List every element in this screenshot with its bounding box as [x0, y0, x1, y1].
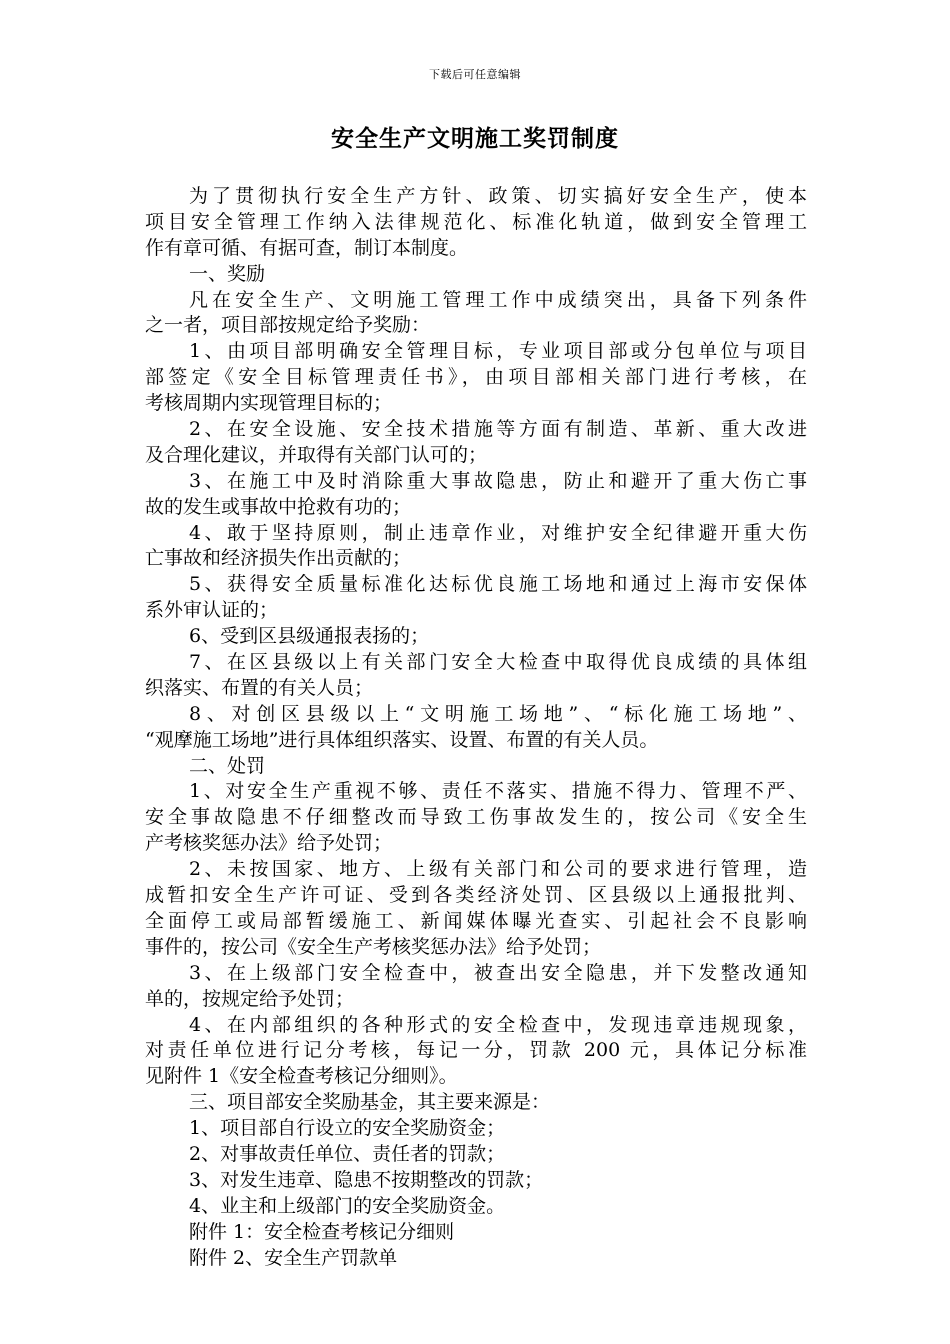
download-note-header: 下载后可任意编辑: [429, 68, 521, 81]
penalty-item-2-line-2: 成暂扣安全生产许可证、受到各类经济处罚、区县级以上通报批判、: [145, 884, 807, 907]
reward-item-5-line-2: 系外审认证的；: [145, 599, 279, 622]
penalty-item-2-line-3: 全面停工或局部暂缓施工、新闻媒体曝光查实、引起社会不良影响: [145, 909, 807, 932]
penalty-item-1-line-1: 1、对安全生产重视不够、责任不落实、措施不得力、管理不严、: [189, 780, 807, 803]
rewards-intro-line-2: 之一者，项目部按规定给予奖励：: [145, 314, 431, 337]
penalty-item-4-line-3: 见附件 1《安全检查考核记分细则》。: [145, 1065, 458, 1088]
penalty-item-4-line-1: 4、在内部组织的各种形式的安全检查中，发现违章违规现象，: [189, 1013, 807, 1036]
reward-item-1-line-2: 部签定《安全目标管理责任书》，由项目部相关部门进行考核，在: [145, 366, 807, 389]
penalty-item-3-line-1: 3、在上级部门安全检查中，被查出安全隐患，并下发整改通知: [189, 961, 807, 984]
rewards-intro-line-1: 凡在安全生产、文明施工管理工作中成绩突出，具备下列条件: [189, 288, 807, 311]
reward-item-4-line-1: 4、敢于坚持原则，制止违章作业，对维护安全纪律避开重大伤: [189, 521, 807, 544]
document-body: [145, 184, 807, 1271]
reward-item-1-line-3: 考核周期内实现管理目标的；: [145, 392, 393, 415]
penalty-item-4-line-2: 对责任单位进行记分考核，每记一分，罚款 200 元，具体记分标准: [145, 1039, 807, 1062]
document-title: 安全生产文明施工奖罚制度: [331, 125, 619, 152]
attachment-1: 附件 1：安全检查考核记分细则: [189, 1220, 455, 1243]
penalty-item-1-line-2: 安全事故隐患不仔细整改而导致工伤事故发生的，按公司《安全生: [145, 806, 807, 829]
reward-item-8-line-1: 8、对创区县级以上“文明施工场地”、“标化施工场地”、: [189, 702, 807, 725]
penalty-item-2-line-1: 2、未按国家、地方、上级有关部门和公司的要求进行管理，造: [189, 858, 807, 881]
fund-item-4: 4、业主和上级部门的安全奖励资金。: [189, 1194, 506, 1217]
reward-item-8-line-2: “观摩施工场地”进行具体组织落实、设置、布置的有关人员。: [145, 728, 659, 751]
fund-item-3: 3、对发生违章、隐患不按期整改的罚款；: [189, 1168, 544, 1191]
attachment-2: 附件 2、安全生产罚款单: [189, 1246, 398, 1269]
penalty-item-3-line-2: 单的，按规定给予处罚；: [145, 987, 355, 1010]
penalty-item-1-line-3: 产考核奖惩办法》给予处罚；: [145, 832, 393, 855]
reward-item-7-line-2: 织落实、布置的有关人员；: [145, 676, 374, 699]
section-heading-fund: 三、项目部安全奖励基金，其主要来源是：: [189, 1091, 551, 1114]
fund-item-2: 2、对事故责任单位、责任者的罚款；: [189, 1142, 506, 1165]
section-heading-penalties: 二、处罚: [189, 754, 266, 777]
reward-item-3-line-2: 故的发生或事故中抢救有功的；: [145, 495, 412, 518]
intro-line-2: 项目安全管理工作纳入法律规范化、标准化轨道，做到安全管理工: [145, 210, 807, 233]
reward-item-4-line-2: 亡事故和经济损失作出贡献的；: [145, 547, 412, 570]
intro-line-1: 为了贯彻执行安全生产方针、政策、切实搞好安全生产，使本: [189, 185, 807, 207]
section-heading-rewards: 一、奖励: [189, 262, 266, 285]
reward-item-3-line-1: 3、在施工中及时消除重大事故隐患，防止和避开了重大伤亡事: [189, 469, 807, 492]
intro-line-3: 作有章可循、有据可查，制订本制度。: [145, 236, 469, 259]
reward-item-2-line-1: 2、在安全设施、安全技术措施等方面有制造、革新、重大改进: [189, 418, 807, 441]
reward-item-6: 6、受到区县级通报表扬的；: [189, 625, 430, 648]
penalty-item-2-line-4: 事件的，按公司《安全生产考核奖惩办法》给予处罚；: [145, 935, 602, 958]
reward-item-7-line-1: 7、在区县级以上有关部门安全大检查中取得优良成绩的具体组: [189, 651, 807, 674]
fund-item-1: 1、项目部自行设立的安全奖励资金；: [189, 1117, 506, 1140]
reward-item-1-line-1: 1、由项目部明确安全管理目标，专业项目部或分包单位与项目: [189, 340, 807, 363]
reward-item-5-line-1: 5、获得安全质量标准化达标优良施工场地和通过上海市安保体: [189, 573, 807, 596]
reward-item-2-line-2: 及合理化建议，并取得有关部门认可的；: [145, 443, 488, 466]
